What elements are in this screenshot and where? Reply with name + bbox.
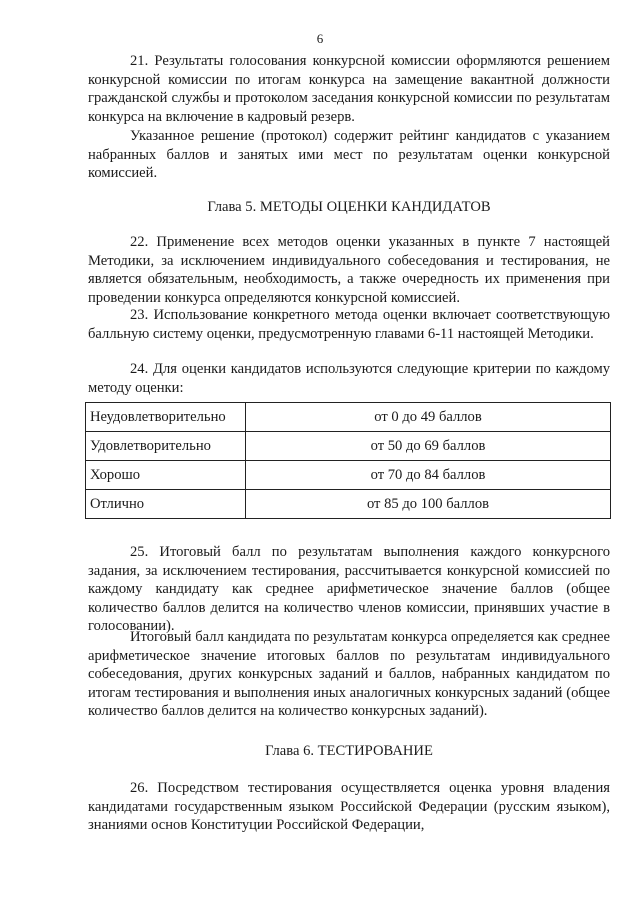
table-row: [86, 461, 611, 490]
chapter-6-heading: Глава 6. ТЕСТИРОВАНИЕ: [265, 743, 433, 759]
paragraph-25: 25. Итоговый балл по результатам выполнения каждого конкурсного задания, за исключением тестирования, рассчитывается конкурсной комиссией по каждому кандидату как среднее арифметическое значение баллов (общее количество баллов делится на количество членов комиссии, принявших участие в голосовании).: [88, 544, 610, 635]
page-number: 6: [316, 31, 324, 46]
grade-cell: Неудовлетворительно: [86, 403, 246, 432]
paragraph-23: 23. Использование конкретного метода оценки включает соответствующую балльную систему оценки, предусмотренную главами 6-11 настоящей Методики.: [88, 307, 610, 342]
table-row: [86, 490, 611, 519]
paragraph-21: 21. Результаты голосования конкурсной комиссии оформляются решением конкурсной комиссии по итогам конкурса на замещение вакантной должности гражданской службы и протоколом заседания конкурсной комиссии по результатам конкурса на включение в кадровый резерв.: [88, 53, 610, 125]
score-range-cell: от 85 до 100 баллов: [246, 490, 611, 519]
paragraph-24: 24. Для оценки кандидатов используются следующие критерии по каждому методу оценки:: [88, 361, 610, 396]
table-row: [86, 403, 611, 432]
grade-cell: Удовлетворительно: [86, 432, 246, 461]
score-range-cell: от 50 до 69 баллов: [246, 432, 611, 461]
table-row: [86, 432, 611, 461]
score-range-cell: от 0 до 49 баллов: [246, 403, 611, 432]
paragraph-22: 22. Применение всех методов оценки указанных в пункте 7 настоящей Методики, за исключением индивидуального собеседования и тестирования, не является обязательным, необходимость, а также очередность их применения при проведении конкурса определяются конкурсной комиссией.: [88, 234, 610, 306]
paragraph-21-note: Указанное решение (протокол) содержит рейтинг кандидатов с указанием набранных баллов и занятых ими мест по результатам оценки конкурсной комиссией.: [88, 128, 610, 182]
grade-cell: Хорошо: [86, 461, 246, 490]
chapter-5-heading: Глава 5. МЕТОДЫ ОЦЕНКИ КАНДИДАТОВ: [207, 199, 491, 215]
grading-criteria-table: [85, 402, 611, 519]
paragraph-26: 26. Посредством тестирования осуществляется оценка уровня владения кандидатами государственным языком Российской Федерации (русским языком), знаниями основ Конституции Российской Федерации,: [88, 780, 610, 834]
paragraph-25-final-score: Итоговый балл кандидата по результатам конкурса определяется как среднее арифметическое значение итоговых баллов по результатам индивидуального собеседования, других конкурсных заданий и баллов, набранных кандидатом по итогам тестирования и выполнения иных аналогичных конкурсных заданий (общее количество баллов делится на количество конкурсных заданий).: [88, 629, 610, 720]
grade-cell: Отлично: [86, 490, 246, 519]
score-range-cell: от 70 до 84 баллов: [246, 461, 611, 490]
